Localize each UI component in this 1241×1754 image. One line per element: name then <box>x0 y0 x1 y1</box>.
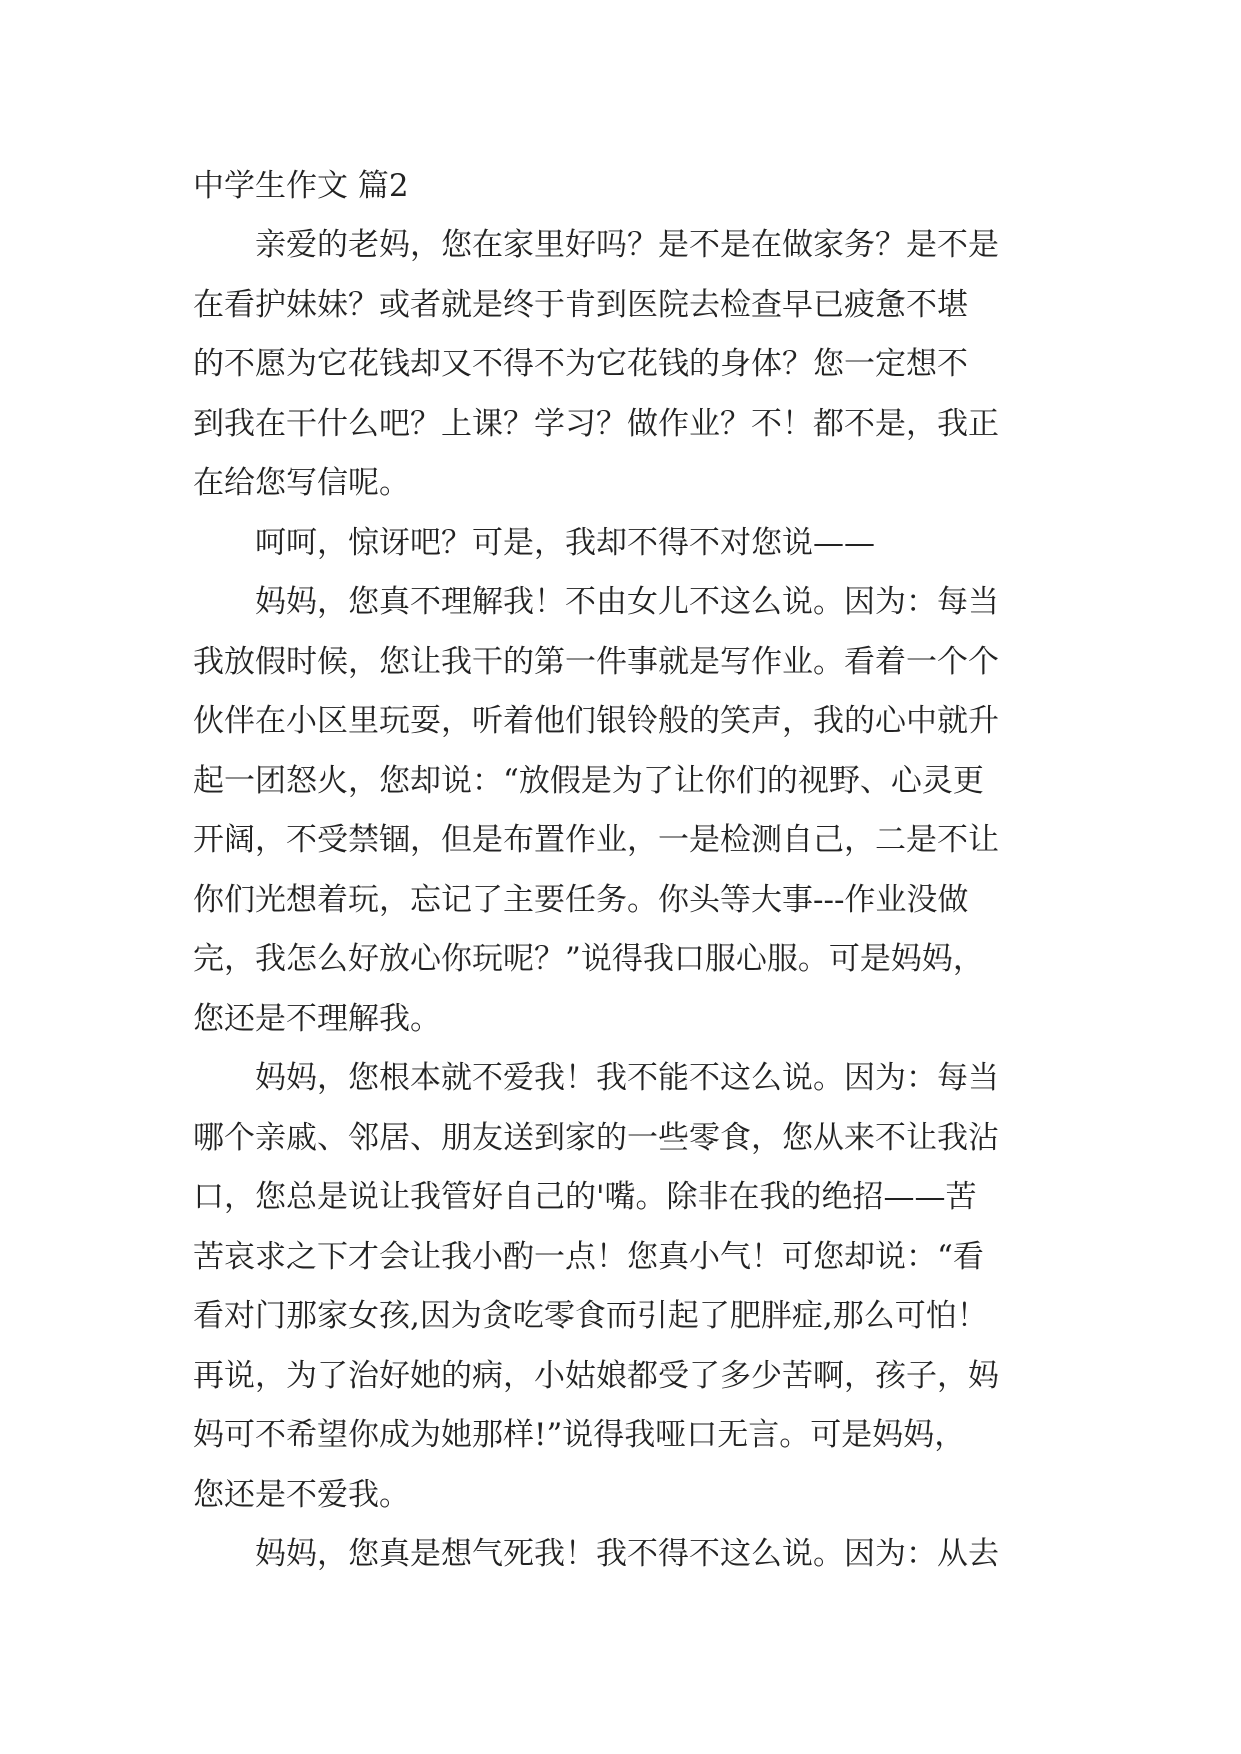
text-line: 妈妈，您真不理解我！不由女儿不这么说。因为：每当 <box>255 584 999 620</box>
text-line: 再说，为了治好她的病，小姑娘都受了多少苦啊，孩子，妈 <box>193 1357 999 1394</box>
text-line: 在看护妹妹？或者就是终于肯到医院去检查早已疲惫不堪 <box>193 286 968 323</box>
text-line: 妈妈，您真是想气死我！我不得不这么说。因为：从去 <box>255 1536 999 1572</box>
text-line: 呵呵，惊讶吧？可是，我却不得不对您说—— <box>255 524 875 561</box>
text-line: 您还是不爱我。 <box>193 1476 410 1513</box>
paragraph-2 <box>193 514 1053 574</box>
text-line: 口，您总是说让我管好自己的'嘴。除非在我的绝招——苦 <box>193 1179 977 1215</box>
text-line: 你们光想着玩，忘记了主要任务。你头等大事---作业没做 <box>193 881 969 918</box>
essay-title: 中学生作文 篇2 <box>193 168 409 204</box>
paragraph-5 <box>193 1525 1053 1585</box>
text-line: 起一团怒火，您却说：“放假是为了让你们的视野、心灵更 <box>193 762 984 799</box>
text-line: 开阔，不受禁锢，但是布置作业，一是检测自己，二是不让 <box>193 822 999 858</box>
text-line: 看对门那家女孩,因为贪吃零食而引起了肥胖症,那么可怕！ <box>193 1298 988 1334</box>
text-line: 亲爱的老妈，您在家里好吗？是不是在做家务？是不是 <box>255 227 999 263</box>
paragraph-4 <box>193 1049 1053 1525</box>
text-line: 哪个亲戚、邻居、朋友送到家的一些零食，您从来不让我沾 <box>193 1119 999 1156</box>
text-line: 我放假时候，您让我干的第一件事就是写作业。看着一个个 <box>193 643 999 680</box>
text-line: 伙伴在小区里玩耍，听着他们银铃般的笑声，我的心中就升 <box>193 703 999 739</box>
text-line: 到我在干什么吧？上课？学习？做作业？不！都不是，我正 <box>193 405 999 442</box>
paragraph-3 <box>193 573 1053 1049</box>
essay-body <box>193 160 1053 1585</box>
text-line: 的不愿为它花钱却又不得不为它花钱的身体？您一定想不 <box>193 346 968 382</box>
text-line: 您还是不理解我。 <box>193 1000 441 1037</box>
paragraph-1 <box>193 216 1053 514</box>
text-line: 妈妈，您根本就不爱我！我不能不这么说。因为：每当 <box>255 1060 999 1096</box>
text-line: 苦哀求之下才会让我小酌一点！您真小气！可您却说：“看 <box>193 1238 984 1275</box>
text-line: 完，我怎么好放心你玩呢？”说得我口服心服。可是妈妈， <box>193 941 984 977</box>
text-line: 妈可不希望你成为她那样!”说得我哑口无言。可是妈妈， <box>193 1417 966 1453</box>
text-line: 在给您写信呢。 <box>193 465 410 501</box>
